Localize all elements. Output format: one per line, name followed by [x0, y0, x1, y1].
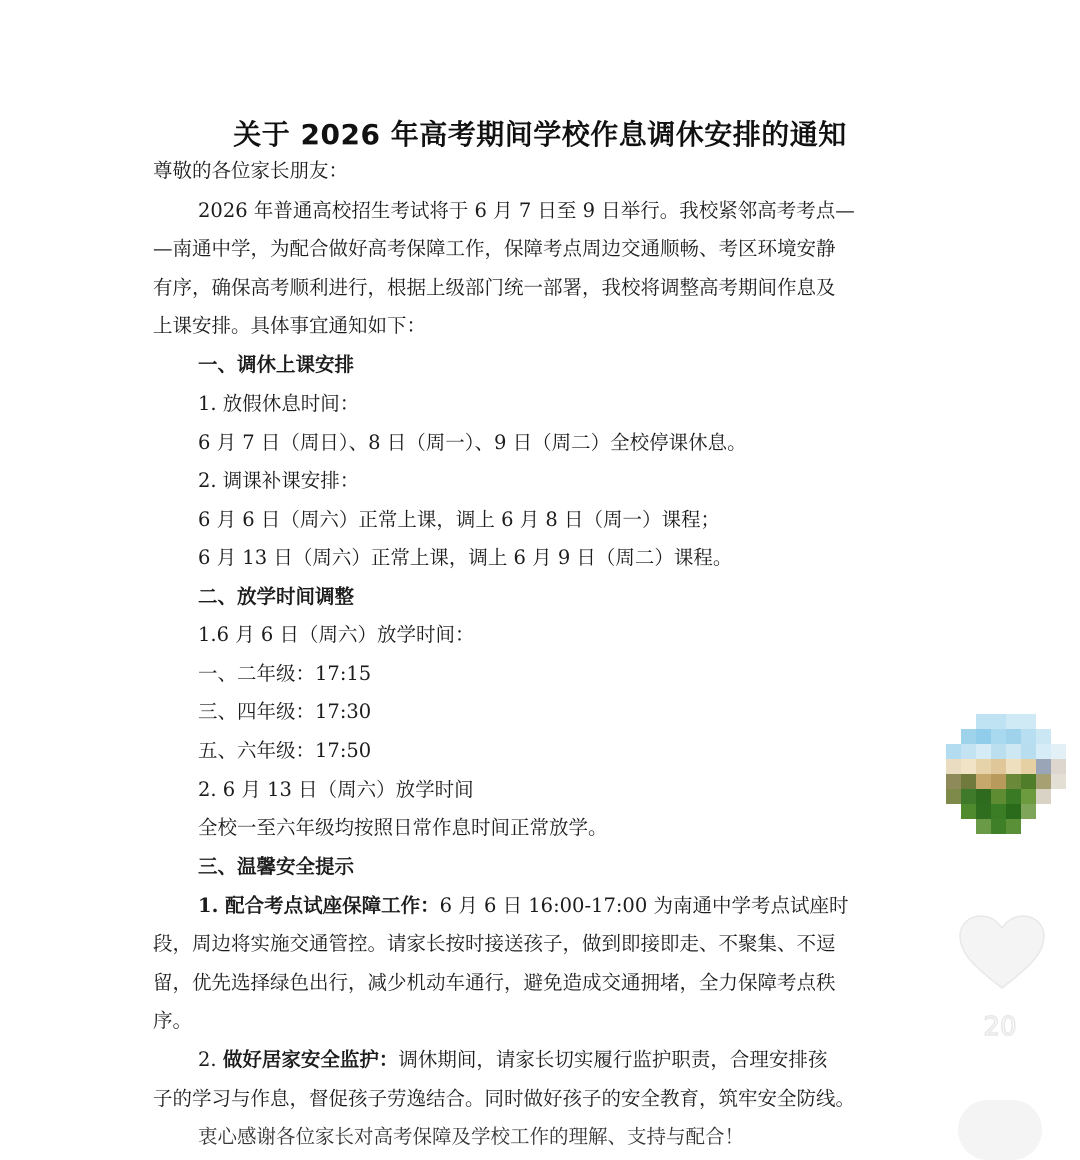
like-count: 20: [983, 1012, 1017, 1042]
avatar-pixel: [1021, 714, 1036, 729]
avatar-pixel: [1021, 789, 1036, 804]
intro-line-1: 2026 年普通高校招生考试将于 6 月 7 日至 9 日举行。我校紧邻高考考点—: [198, 199, 855, 222]
document-title: 关于 2026 年高考期间学校作息调休安排的通知: [233, 118, 847, 151]
section1-item2-title: 2. 调课补课安排：: [198, 469, 360, 492]
avatar-pixel: [1006, 714, 1021, 729]
intro-line-3: 有序，确保高考顺利进行，根据上级部门统一部署，我校将调整高考期间作息及: [153, 276, 836, 299]
section1-item1-title: 1. 放假休息时间：: [198, 392, 360, 415]
avatar-pixel: [961, 744, 976, 759]
avatar-pixel: [961, 774, 976, 789]
avatar-pixel: [1021, 774, 1036, 789]
intro-line-4: 上课安排。具体事宜通知如下：: [153, 314, 427, 337]
avatar-pixel: [1051, 774, 1066, 789]
avatar-pixel: [1006, 744, 1021, 759]
section3-heading: 三、温馨安全提示: [198, 855, 355, 878]
avatar-pixel: [976, 729, 991, 744]
section1-heading: 一、调休上课安排: [198, 353, 355, 376]
blurred-avatar[interactable]: [946, 714, 1066, 834]
avatar-pixel: [991, 729, 1006, 744]
section2-item2-text: 全校一至六年级均按照日常作息时间正常放学。: [198, 816, 608, 839]
tip1-first-line: [198, 891, 848, 921]
avatar-pixel: [976, 714, 991, 729]
tip2-first-line: [198, 1045, 827, 1075]
avatar-pixel: [946, 744, 961, 759]
avatar-pixel: [976, 759, 991, 774]
avatar-pixel: [991, 819, 1006, 834]
time-grade-3-4: 三、四年级：17:30: [198, 700, 372, 723]
section1-item2-line-1: 6 月 6 日（周六）正常上课，调上 6 月 8 日（周一）课程；: [198, 508, 721, 531]
avatar-pixel: [1021, 744, 1036, 759]
avatar-pixel: [976, 804, 991, 819]
heart-icon[interactable]: [956, 912, 1048, 992]
avatar-pixel: [961, 729, 976, 744]
closing-line: 衷心感谢各位家长对高考保障及学校工作的理解、支持与配合！: [198, 1125, 745, 1148]
tip1-line-3: 留，优先选择绿色出行，减少机动车通行，避免造成交通拥堵，全力保障考点秩: [153, 971, 836, 994]
section1-item1-text: 6 月 7 日（周日）、8 日（周一）、9 日（周二）全校停课休息。: [198, 431, 747, 454]
tip2-text: 调休期间，请家长切实履行监护职责，合理安排孩: [398, 1048, 828, 1071]
avatar-pixel: [1051, 744, 1066, 759]
avatar-pixel: [991, 714, 1006, 729]
avatar-pixel: [946, 759, 961, 774]
avatar-pixel: [976, 774, 991, 789]
time-grade-1-2: 一、二年级：17:15: [198, 662, 372, 685]
avatar-pixel: [991, 774, 1006, 789]
avatar-pixel: [1036, 729, 1051, 744]
tip2-number: 2.: [198, 1048, 223, 1071]
avatar-pixel: [1006, 759, 1021, 774]
greeting: 尊敬的各位家长朋友：: [153, 159, 349, 182]
tip1-label: 1. 配合考点试座保障工作：: [198, 894, 440, 917]
avatar-pixel: [961, 804, 976, 819]
avatar-pixel: [991, 759, 1006, 774]
section1-item2-line-2: 6 月 13 日（周六）正常上课，调上 6 月 9 日（周二）课程。: [198, 546, 733, 569]
avatar-pixel: [1036, 774, 1051, 789]
section2-item2-title: 2. 6 月 13 日（周六）放学时间: [198, 778, 474, 801]
tip1-text: 6 月 6 日 16:00-17:00 为南通中学考点试座时: [439, 894, 849, 917]
avatar-pixel: [976, 744, 991, 759]
avatar-pixel: [1021, 759, 1036, 774]
avatar-pixel: [1006, 729, 1021, 744]
avatar-pixel: [991, 789, 1006, 804]
avatar-pixel: [991, 804, 1006, 819]
tip2-line-2: 子的学习与作息，督促孩子劳逸结合。同时做好孩子的安全教育，筑牢安全防线。: [153, 1087, 856, 1110]
avatar-pixel: [1051, 759, 1066, 774]
avatar-pixel: [1036, 744, 1051, 759]
avatar-pixel: [961, 789, 976, 804]
avatar-pixel: [976, 819, 991, 834]
avatar-pixel: [1006, 819, 1021, 834]
avatar-pixel: [946, 789, 961, 804]
avatar-pixel: [1006, 774, 1021, 789]
tip1-line-4: 序。: [153, 1009, 193, 1032]
avatar-pixel: [991, 744, 1006, 759]
avatar-pixel: [961, 759, 976, 774]
tip1-line-2: 段，周边将实施交通管控。请家长按时接送孩子，做到即接即走、不聚集、不逗: [153, 932, 836, 955]
section2-heading: 二、放学时间调整: [198, 585, 355, 608]
time-grade-5-6: 五、六年级：17:50: [198, 739, 372, 762]
avatar-pixel: [1006, 789, 1021, 804]
avatar-pixel: [976, 789, 991, 804]
tip2-label: 做好居家安全监护：: [222, 1048, 399, 1071]
more-button[interactable]: [958, 1100, 1042, 1160]
avatar-pixel: [1021, 729, 1036, 744]
avatar-pixel: [1021, 804, 1036, 819]
avatar-pixel: [946, 774, 961, 789]
avatar-pixel: [1006, 804, 1021, 819]
intro-line-2: —南通中学，为配合做好高考保障工作，保障考点周边交通顺畅、考区环境安静: [153, 237, 836, 260]
avatar-pixel: [1036, 789, 1051, 804]
section2-item1-title: 1.6 月 6 日（周六）放学时间：: [198, 623, 475, 646]
avatar-pixel: [1036, 759, 1051, 774]
